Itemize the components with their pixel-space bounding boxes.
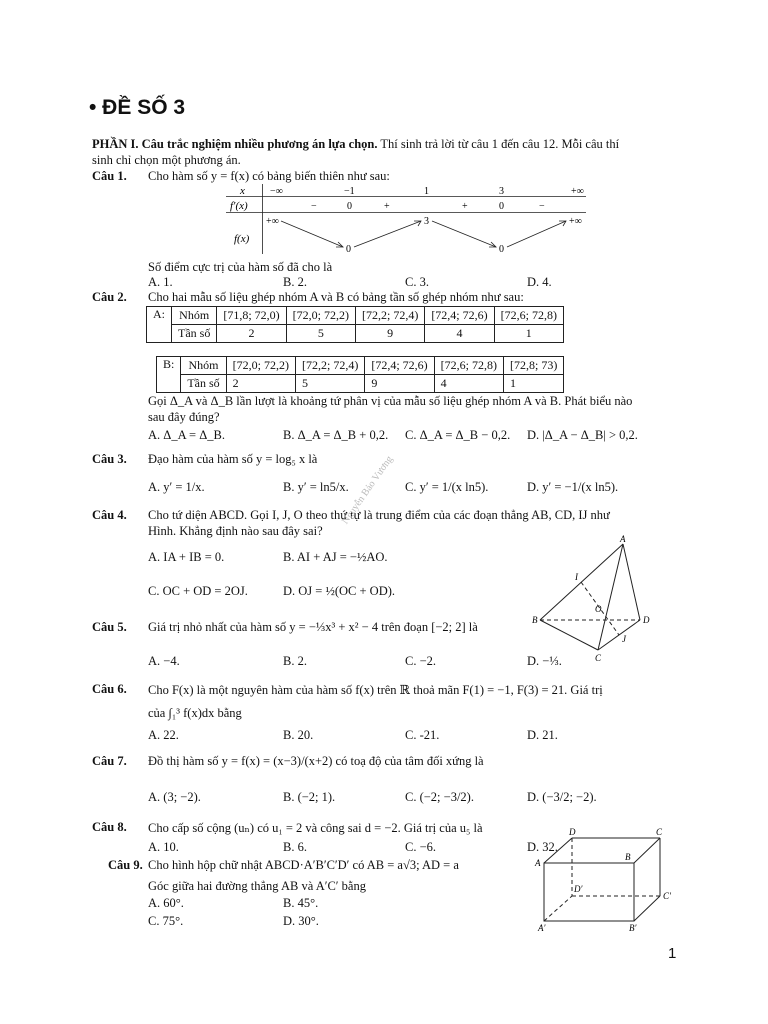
question-9-label: Câu 9. <box>108 858 143 872</box>
vt-fp-zero1: 0 <box>347 201 352 212</box>
question-6-stem-line2: của ∫₁³ f(x)dx bằng <box>148 706 242 720</box>
vt-f-min2: 0 <box>499 244 504 255</box>
variation-table <box>226 184 588 256</box>
table-a-group: [71,8; 72,0) <box>217 307 286 325</box>
table-a-group: [72,4; 72,6) <box>425 307 494 325</box>
question-4-stem: Cho tứ diện ABCD. Gọi I, J, O theo thứ tự là trung điểm của các đoạn thẳng AB, CD, IJ như <box>148 508 610 522</box>
frequency-table-a <box>146 306 564 343</box>
q2-option-c: C. Δ_A = Δ_B − 0,2. <box>405 428 511 442</box>
question-9-stem: Cho hình hộp chữ nhật ABCD·A′B′C′D′ có AB = a√3; AD = a <box>148 858 459 872</box>
box-label-b: B <box>625 852 631 862</box>
q8-option-c: C. −6. <box>405 840 437 854</box>
vt-x-3: 3 <box>499 186 504 197</box>
box-label-a: A <box>535 858 541 868</box>
q2-option-b: B. Δ_A = Δ_B + 0,2. <box>283 428 389 442</box>
question-1-question: Số điểm cực trị của hàm số đã cho là <box>148 260 333 274</box>
q7-option-d: D. (−3/2; −2). <box>527 790 597 804</box>
frequency-table-b <box>156 356 564 393</box>
q5-option-a: A. −4. <box>148 654 180 668</box>
table-b-name: B: <box>157 357 181 393</box>
vt-f-pos-inf-left: +∞ <box>266 216 279 227</box>
q8-option-b: B. 6. <box>283 840 307 854</box>
q9-option-c: C. 75°. <box>148 914 184 928</box>
q3-option-d: D. y′ = −1/(x ln5). <box>527 480 619 494</box>
part-heading <box>92 137 619 152</box>
vt-fp-sign4: − <box>539 201 545 212</box>
q3-option-b: B. y′ = ln5/x. <box>283 480 349 494</box>
vt-x-neg-inf: −∞ <box>270 186 283 197</box>
q1-option-b: B. 2. <box>283 275 307 289</box>
table-a-freq: 2 <box>217 325 286 343</box>
box-figure <box>532 826 682 934</box>
table-a-freq-label: Tần số <box>172 325 217 343</box>
q2-option-a: A. Δ_A = Δ_B. <box>148 428 225 442</box>
q3-option-c: C. y′ = 1/(x ln5). <box>405 480 489 494</box>
question-3-stem: Đạo hàm của hàm số y = log₅ x là <box>148 452 318 466</box>
question-8-label: Câu 8. <box>92 820 127 834</box>
table-b-freq: 1 <box>503 375 563 393</box>
q5-option-d: D. −⅓. <box>527 654 562 668</box>
table-b-group: [72,4; 72,6) <box>365 357 434 375</box>
question-6-label: Câu 6. <box>92 682 127 696</box>
vt-x-1: 1 <box>424 186 429 197</box>
q2-option-d: D. |Δ_A − Δ_B| > 0,2. <box>527 428 638 442</box>
table-b-header: Nhóm <box>181 357 226 375</box>
table-b-freq: 2 <box>226 375 295 393</box>
vt-f-label: f(x) <box>234 233 250 245</box>
question-4-stem-line2: Hình. Khẳng định nào sau đây sai? <box>148 524 323 538</box>
question-7-label: Câu 7. <box>92 754 127 768</box>
question-8-stem: Cho cấp số cộng (uₙ) có u₁ = 2 và công sai d = −2. Giá trị của u₅ là <box>148 821 483 835</box>
q5-option-b: B. 2. <box>283 654 307 668</box>
table-b-group: [72,2; 72,4) <box>296 357 365 375</box>
q1-option-d: D. 4. <box>527 275 552 289</box>
q1-option-a: A. 1. <box>148 275 173 289</box>
table-b-group: [72,6; 72,8) <box>434 357 503 375</box>
q9-option-b: B. 45°. <box>283 896 319 910</box>
vt-x-pos-inf: +∞ <box>571 186 584 197</box>
vt-x-neg1: −1 <box>344 186 355 197</box>
q1-option-c: C. 3. <box>405 275 429 289</box>
q4-option-a: A. IA + IB = 0. <box>148 550 225 564</box>
box-label-d-prime: D′ <box>574 884 583 894</box>
table-a-freq: 9 <box>355 325 424 343</box>
tetra-label-a: A <box>620 534 626 544</box>
vt-fp-sign1: − <box>311 201 317 212</box>
q3-option-a: A. y′ = 1/x. <box>148 480 205 494</box>
q6-option-c: C. -21. <box>405 728 440 742</box>
q6-option-d: D. 21. <box>527 728 558 742</box>
question-5-stem: Giá trị nhỏ nhất của hàm số y = −⅓x³ + x² − 4 trên đoạn [−2; 2] là <box>148 620 478 634</box>
question-2-label: Câu 2. <box>92 290 127 304</box>
question-2-question: Gọi Δ_A và Δ_B lần lượt là khoảng tứ phân vị của mẫu số liệu ghép nhóm A và B. Phát biểu nào <box>148 394 633 408</box>
vt-f-max: 3 <box>424 216 429 227</box>
vt-f-pos-inf-right: +∞ <box>569 216 582 227</box>
q6-option-a: A. 22. <box>148 728 179 742</box>
page-title: • ĐỀ SỐ 3 <box>89 96 186 119</box>
tetra-label-b: B <box>532 615 538 625</box>
box-label-c: C <box>656 827 663 837</box>
box-label-d: D <box>569 827 576 837</box>
table-b-freq: 5 <box>296 375 365 393</box>
vt-f-min1: 0 <box>346 244 351 255</box>
page-number: 1 <box>668 945 677 962</box>
part-text-line2: sinh chỉ chọn một phương án. <box>92 153 241 167</box>
question-4-label: Câu 4. <box>92 508 127 522</box>
q9-option-a: A. 60°. <box>148 896 184 910</box>
box-label-b-prime: B′ <box>629 923 637 933</box>
question-9-stem-line2: Góc giữa hai đường thẳng AB và A′C′ bằng <box>148 879 366 893</box>
vt-fp-zero2: 0 <box>499 201 504 212</box>
watermark: Nguyễn Bảo Vương <box>340 454 396 527</box>
table-a-group: [72,6; 72,8) <box>494 307 563 325</box>
tetra-label-o: O <box>595 604 602 614</box>
table-a-freq: 1 <box>494 325 563 343</box>
table-a-freq: 5 <box>286 325 355 343</box>
part-text: Thí sinh trả lời từ câu 1 đến câu 12. Mỗi câu thí <box>380 137 620 151</box>
q7-option-b: B. (−2; 1). <box>283 790 336 804</box>
table-b-freq: 4 <box>434 375 503 393</box>
table-a-group: [72,2; 72,4) <box>355 307 424 325</box>
question-2-stem: Cho hai mẫu số liệu ghép nhóm A và B có bảng tần số ghép nhóm như sau: <box>148 290 524 304</box>
table-a-header: Nhóm <box>172 307 217 325</box>
q9-option-d: D. 30°. <box>283 914 319 928</box>
question-2-question-line2: sau đây đúng? <box>148 410 220 424</box>
q5-option-c: C. −2. <box>405 654 437 668</box>
tetrahedron-figure <box>530 534 690 666</box>
q4-option-b: B. AI + AJ = −½AO. <box>283 550 388 564</box>
table-b-freq-label: Tần số <box>181 375 226 393</box>
tetra-label-d: D <box>643 615 650 625</box>
box-label-c-prime: C′ <box>663 891 671 901</box>
table-b-group: [72,0; 72,2) <box>226 357 295 375</box>
question-5-label: Câu 5. <box>92 620 127 634</box>
table-b-group: [72,8; 73) <box>503 357 563 375</box>
vt-fp-sign3: + <box>462 201 468 212</box>
table-a-freq: 4 <box>425 325 494 343</box>
question-1-label: Câu 1. <box>92 169 127 183</box>
q4-option-d: D. OJ = ½(OC + OD). <box>283 584 396 598</box>
question-1-stem: Cho hàm số y = f(x) có bảng biến thiên như sau: <box>148 169 390 183</box>
box-label-a-prime: A′ <box>538 923 546 933</box>
part-label: PHẦN I. Câu trắc nghiệm nhiều phương án lựa chọn. <box>92 137 378 151</box>
tetra-label-c: C <box>595 653 602 663</box>
question-7-stem: Đồ thị hàm số y = f(x) = (x−3)/(x+2) có toạ độ của tâm đối xứng là <box>148 754 484 768</box>
q6-option-b: B. 20. <box>283 728 314 742</box>
tetra-label-i: I <box>575 572 578 582</box>
vt-fp-sign2: + <box>384 201 390 212</box>
vt-fprime-label: f′(x) <box>230 200 248 212</box>
question-3-label: Câu 3. <box>92 452 127 466</box>
q8-option-a: A. 10. <box>148 840 179 854</box>
q7-option-c: C. (−2; −3/2). <box>405 790 474 804</box>
q4-option-c: C. OC + OD = 2OJ. <box>148 584 248 598</box>
table-a-group: [72,0; 72,2) <box>286 307 355 325</box>
q7-option-a: A. (3; −2). <box>148 790 201 804</box>
question-6-stem: Cho F(x) là một nguyên hàm của hàm số f(x) trên ℝ thoả mãn F(1) = −1, F(3) = 21. Giá trị <box>148 683 603 697</box>
table-a-name: A: <box>147 307 172 343</box>
tetra-label-j: J <box>622 634 626 644</box>
table-b-freq: 9 <box>365 375 434 393</box>
q8-option-d: D. 32. <box>527 840 558 854</box>
vt-x-label: x <box>240 185 245 197</box>
